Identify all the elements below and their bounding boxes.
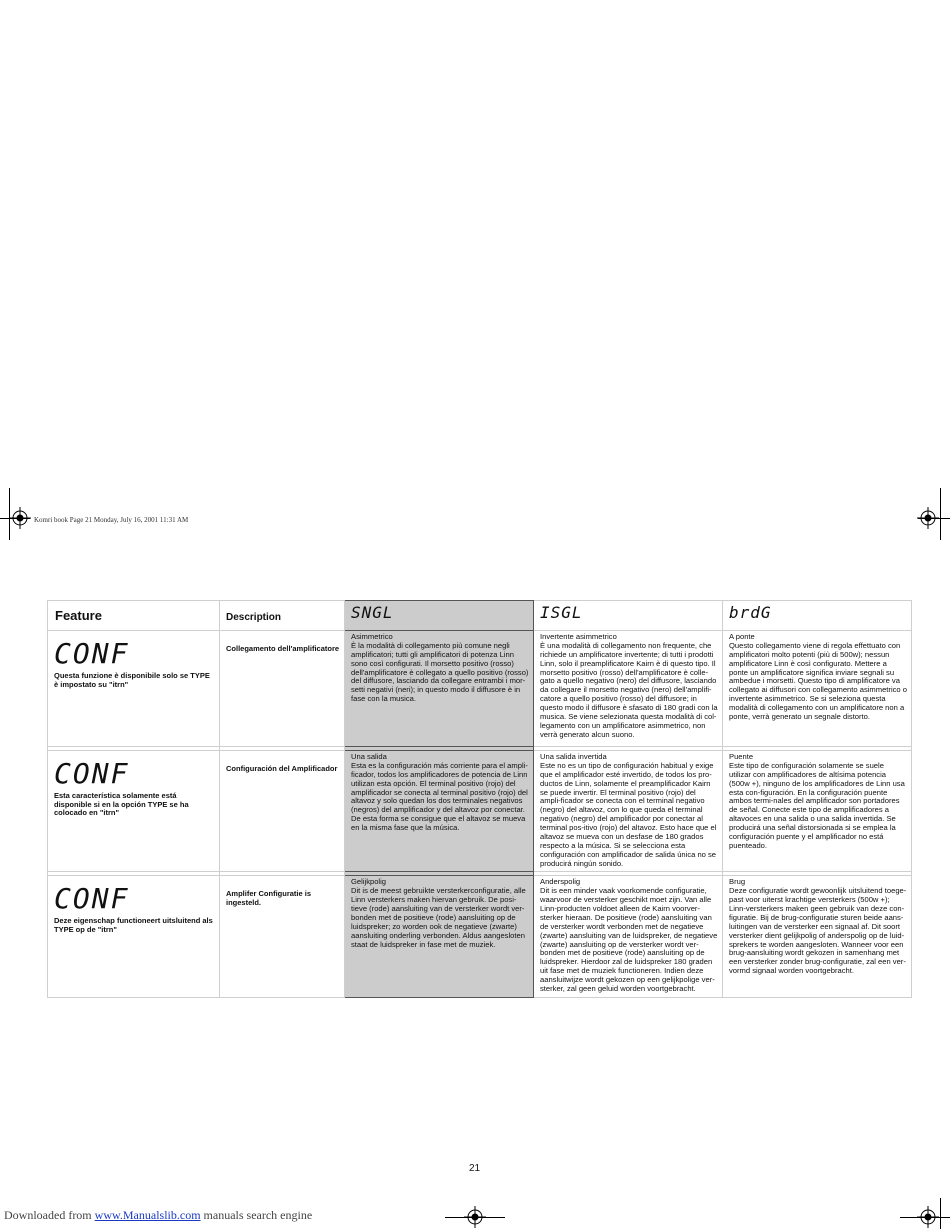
lcd-conf-label: CONF — [54, 882, 130, 916]
feature-note: Esta característica solamente está disponible si en la opción TYPE se ha colocado en "itrn" — [54, 791, 189, 818]
crop-mark — [900, 1217, 950, 1218]
cell-title: Gelijkpolig — [351, 877, 387, 887]
cell-body: Esta es la configuración más corriente para el ampli-ficador, todos los amplificadores de potencia de Linn utilizan esta opción. El terminal positivo (rojo) del amplificador se conecta al terminal positivo (rojo) del altavoz y solo quedan los dos terminales negativos (negros) del amplificador y del altavoz por conectar. De esta forma se consigue que el altavoz se mueva en la misma fase que la música. — [351, 760, 528, 832]
row-description: Configuración del Amplificador — [226, 764, 338, 773]
download-footer — [4, 1208, 312, 1223]
cell-title: Anderspolig — [540, 877, 581, 887]
manualslib-link[interactable]: www.Manualslib.com — [94, 1208, 201, 1222]
isgl-cell — [534, 631, 722, 743]
row-description: Collegamento dell'amplificatore — [226, 644, 340, 653]
cell-body: È la modalità di collegamento più comune negli amplificatori; tutti gli amplificatori di potenza Linn sono così configurati. Il morsetto positivo (rosso) dell'amplificatore è collegato a quello positivo (rosso) del diffusore, lasciando da collegare entrambi i mor-setti negativi (neri); in questo modo il diffusore è in fase con la musica. — [351, 640, 529, 704]
registration-mark-icon — [9, 507, 31, 529]
brdg-cell — [723, 876, 911, 979]
cell-title: Brug — [729, 877, 746, 887]
crop-mark — [940, 488, 941, 540]
cell-title: A ponte — [729, 632, 755, 641]
isgl-column-header: ISGL — [540, 603, 583, 622]
cell-title: Una salida invertida — [540, 752, 607, 761]
table-row — [48, 631, 912, 747]
brdg-column-header: brdG — [729, 603, 772, 622]
cell-body: È una modalità di collegamento non frequente, che richiede un amplificatore invertente; di tutti i prodotti Linn, solo il preamplificatore Kairn è di questo tipo. Il morsetto positivo (rosso) dell'amplificatore è colle-gato a quello negativo (nero) del diffusore, lasciando da collegare il morsetto negativo (nero) dell'amplifi-catore a quello positivo (rosso) del diffusore; in questo modo il diffusore è sfasato di 180 gradi con la musica. Se viene selezionata questa modalità di col-legamento con un amplificatore asimmetrico, non verrà generato alcun suono. — [540, 640, 718, 739]
feature-note: Deze eigenschap functioneert uitsluitend als TYPE op de "itrn" — [54, 916, 213, 934]
feature-note: Questa funzione è disponibile solo se TYPE è impostato su "itrn" — [54, 671, 210, 689]
crop-mark — [445, 1217, 505, 1218]
isgl-cell — [534, 751, 722, 871]
cell-body: Dit is de meest gebruikte versterkerconfiguratie, alle Linn versterkers maken hiervan gebruik. De posi-tieve (rode) aansluiting van de versterker wordt ver-bonden met de positieve (rode) aansluiting op de luidspreker; zo worden ook de negatieve (zwarte) aansluiting onderling verbonden. Aldus aangesloten staat de luidspreker in fase met de muziek. — [351, 886, 526, 949]
table-row — [48, 751, 912, 872]
isgl-cell — [534, 876, 722, 996]
sngl-column-header: SNGL — [351, 603, 394, 622]
registration-mark-icon — [917, 507, 939, 529]
cell-title: Asimmetrico — [351, 632, 393, 641]
brdg-cell — [723, 751, 911, 854]
cell-title: Puente — [729, 752, 754, 761]
print-header-note: Komri book Page 21 Monday, July 16, 2001 11:31 AM — [34, 516, 189, 524]
lcd-conf-label: CONF — [54, 637, 130, 670]
row-description: Amplifer Configuratie is ingesteld. — [226, 889, 312, 908]
cell-body: Este no es un tipo de configuración habitual y exige que el amplificador esté invertido, de todos los pro-ductos de Linn, solamente el preamplificador Kairn se puede invertir. El terminal positivo (rojo) del ampli-ficador se conecta con el terminal negativo (negro) del altavoz, con lo que queda el terminal negativo (negro) del amplificador por conectar al terminal pos-itivo (rojo) del altavoz. Esto hace que el altavoz se mueva con un desfase de 180 grados respecto a la música. Si se selecciona esta configuración con amplificador de salida única no se producirá ningún sonido. — [540, 760, 717, 868]
sngl-cell — [345, 751, 533, 836]
feature-column-header: Feature — [55, 608, 102, 623]
table-row — [48, 876, 912, 997]
brdg-cell — [723, 631, 911, 725]
sngl-cell — [345, 876, 533, 952]
crop-mark — [940, 1198, 941, 1229]
table-header-row — [48, 601, 912, 631]
cell-title: Una salida — [351, 752, 387, 761]
description-column-header: Description — [226, 612, 282, 623]
cell-title: Invertente asimmetrico — [540, 632, 617, 641]
footer-suffix: manuals search engine — [200, 1208, 313, 1222]
cell-body: Questo collegamento viene di regola effettuato con amplificatori molto potenti (più di 500w); nessun amplificatore Linn è così configurato. Mettere a ponte un amplificatore significa inviare segnali su ambedue i morsetti. Questo tipo di amplificatore va collegato ai diffusori con collegamento asimmetrico o invertente asimmetrico. Se si seleziona questa modalità di collegamento con un amplificatore non a ponte, verrà generato un segnale distorto. — [729, 640, 907, 721]
cell-body: Deze configuratie wordt gewoonlijk uitsluitend toege-past voor uiterst krachtige versterkers (500w +); Linn-versterkers maken geen gebruik van deze con-figuratie. Bij de brug-configuratie sturen beide aans-luitingen van de versterker een signaal af. Dit soort versterker dient gelijkpolig of anderspolig op de luid-sprekers te worden aangesloten. Wanneer voor een brug-aansluiting wordt gekozen in samenhang met een versterker zonder brug-configuratie, zal een ver-vormd signaal worden voortgebracht. — [729, 886, 907, 976]
page-number: 21 — [469, 1163, 481, 1174]
cell-body: Dit is een minder vaak voorkomende configuratie, waarvoor de versterker geschikt moet zijn. Van alle Linn-producten voldoet alleen de Kairn voorver-sterker hieraan. De positieve (rode) aansluiting van de versterker wordt verbonden met de negatieve (zwarte) aansluiting van de luidspreker, de negatieve (zwarte) aansluiting op de versterker wordt ver-bonden met de positieve (rode) aansluiting op de luidspreker. Hierdoor zal de luidspreker 180 graden uit fase met de muziek functioneren. Indien deze aansluitwijze wordt gekozen op een gelijkpolige ver-sterker, zal geen geluid worden voortgebracht. — [540, 886, 718, 993]
sngl-cell — [345, 631, 533, 707]
feature-table — [47, 600, 912, 998]
lcd-conf-label: CONF — [54, 757, 130, 790]
footer-prefix: Downloaded from — [4, 1208, 95, 1222]
cell-body: Este tipo de configuración solamente se suele utilizar con amplificadores de altísima potencia (500w +), ninguno de los amplificadores de Linn usa esta con-figuración. En la configuración puente ambos termi-nales del amplificador son portadores de señal. Conecte este tipo de amplificadores a altavoces en una salida o una salida invertida. Se producirá una señal distorsionada si se emplea la configuración puente y el amplificador no está puenteado. — [729, 760, 905, 850]
